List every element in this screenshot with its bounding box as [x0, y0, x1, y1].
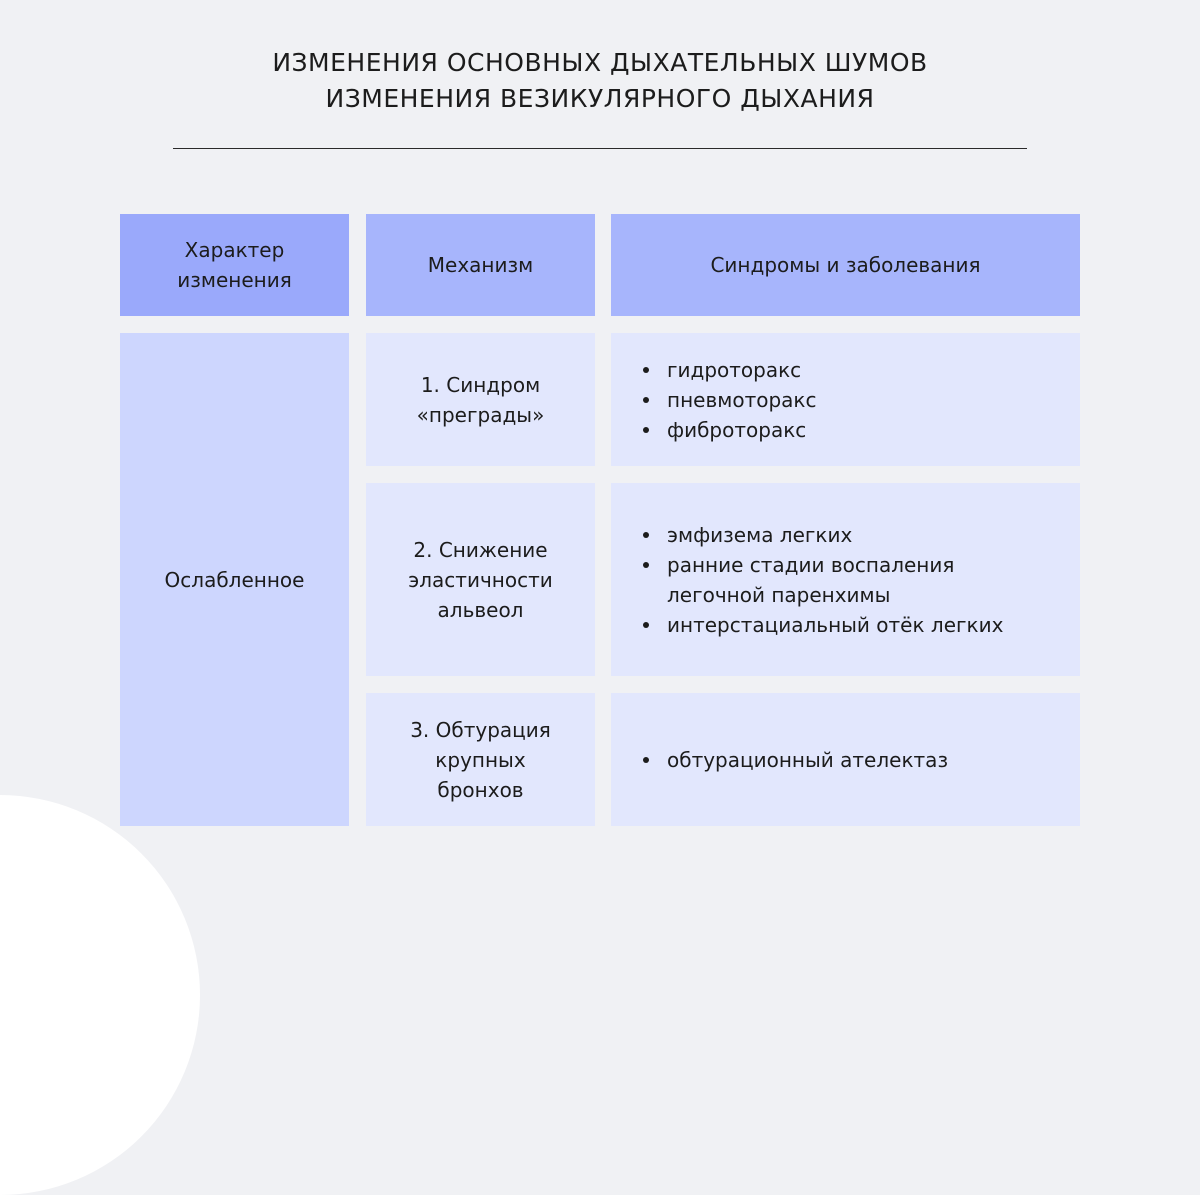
title-divider	[173, 148, 1027, 149]
decorative-corner-circle	[0, 795, 200, 1195]
cell-mechanism-2: 2. Снижение эластичности альвеол	[366, 483, 595, 676]
list-item: гидроторакс	[641, 355, 816, 385]
header-syndromes: Синдромы и заболевания	[611, 214, 1080, 316]
title-line-1: ИЗМЕНЕНИЯ ОСНОВНЫХ ДЫХАТЕЛЬНЫХ ШУМОВ	[272, 48, 928, 77]
page-title	[0, 45, 1200, 117]
cell-syndromes-1	[611, 333, 1080, 466]
list-item: эмфизема легких	[641, 520, 1011, 550]
title-line-2: ИЗМЕНЕНИЯ ВЕЗИКУЛЯРНОГО ДЫХАНИЯ	[325, 84, 875, 113]
cell-syndromes-2	[611, 483, 1080, 676]
list-item: пневмоторакс	[641, 385, 816, 415]
header-character: Характер изменения	[120, 214, 349, 316]
cell-mechanism-3: 3. Обтурация крупных бронхов	[366, 693, 595, 826]
syndromes-list-2	[641, 520, 1011, 640]
cell-mechanism-1: 1. Синдром «преграды»	[366, 333, 595, 466]
cell-character-weakened: Ослабленное	[120, 333, 349, 826]
list-item: интерстациальный отёк легких	[641, 610, 1011, 640]
syndromes-list-3	[641, 745, 948, 775]
header-mechanism: Механизм	[366, 214, 595, 316]
list-item: ранние стадии воспаления легочной паренхимы	[641, 550, 1011, 610]
list-item: фиброторакс	[641, 415, 816, 445]
list-item: обтурационный ателектаз	[641, 745, 948, 775]
syndromes-list-1	[641, 355, 816, 445]
cell-syndromes-3	[611, 693, 1080, 826]
